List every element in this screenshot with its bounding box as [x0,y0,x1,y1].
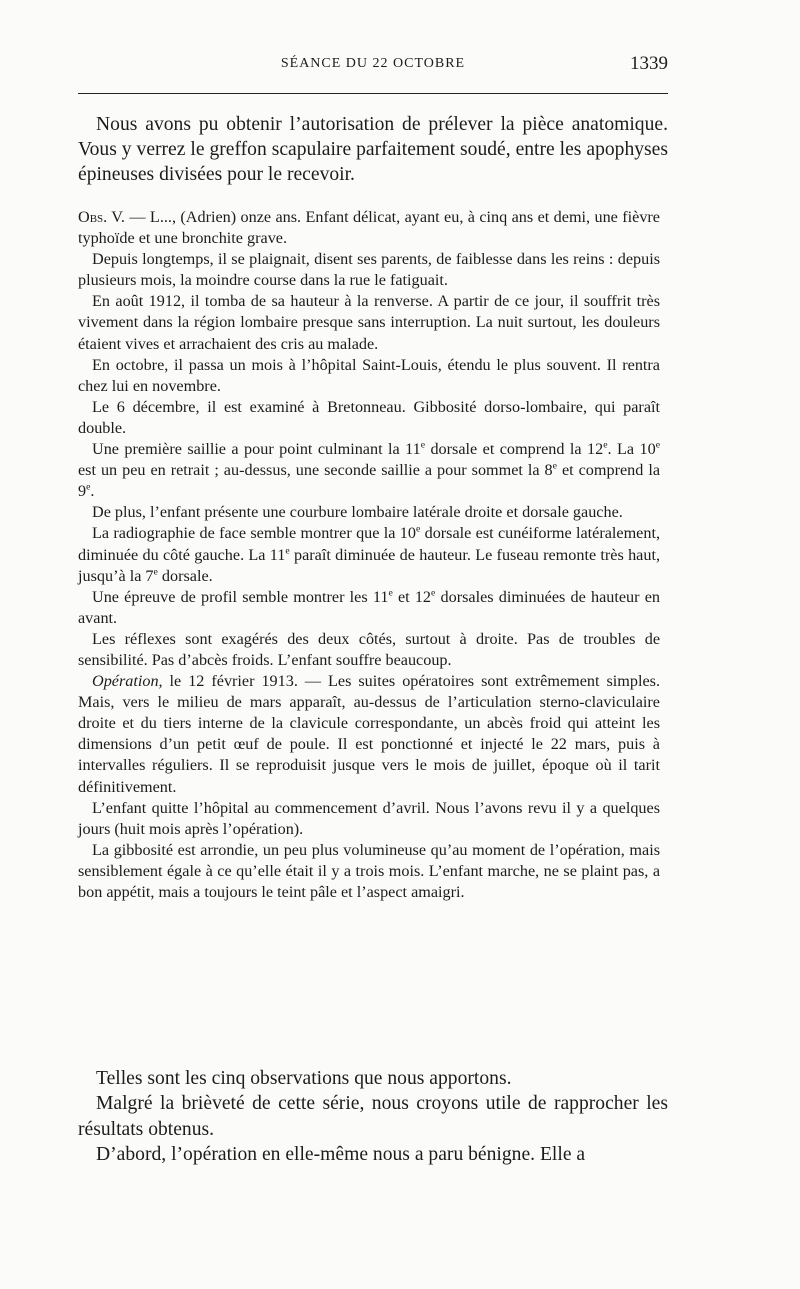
obs-p6-part-b: dorsale et comprend la 12 [425,440,604,459]
conclusion-section [78,1066,668,1168]
obs-p6-part-f: . [90,482,95,501]
obs-paragraph-10: Les réflexes sont exagérés des deux côtés, surtout à droite. Pas de troubles de sensibilité. Pas d’abcès froids. L’enfant souffre beaucoup. [78,629,660,669]
superscript: e [603,439,608,451]
obs-paragraph-11-text: le 12 février 1913. — Les suites opératoires sont extrêmement simples. Mais, vers le milieu de mars apparaît, au-dessus de l’articulation sterno-claviculaire droite et du tiers interne de la clavicule correspondante, un abcès froid qui atteint les dimensions d’un petit œuf de poule. Il est ponctionné et injecté le 22 mars, puis à intervalles réguliers. Il se reproduisit jusque vers le mois de juillet, époque où il tarit définitivement. [78,672,660,796]
obs-p6-part-e: et comprend la 9 [78,461,660,501]
obs-paragraph-5: Le 6 décembre, il est examiné à Bretonneau. Gibbosité dorso-lombaire, qui paraît double. [78,397,660,437]
obs-paragraph-3: En août 1912, il tomba de sa hauteur à la renverse. A partir de ce jour, il souffrit très vivement dans la région lombaire presque sans interruption. La nuit surtout, les douleurs étaient vives et arrachaient des cris au malade. [78,292,660,353]
superscript: e [415,524,421,536]
obs-paragraph-1-text: — L..., (Adrien) onze ans. Enfant délicat, ayant eu, à cinq ans et demi, une fièvre typhoïde et une bronchite grave. [78,208,660,248]
obs-p9-part-c: dorsales diminuées de hauteur en avant. [78,587,660,627]
superscript: e [431,587,436,599]
intro-paragraph: Nous avons pu obtenir l’autorisation de prélever la pièce anatomique. Vous y verrez le greffon scapulaire parfaitement soudé, entre les apophyses épineuses divisées pour le recevoir. [78,114,668,185]
obs-paragraph-13: La gibbosité est arrondie, un peu plus volumineuse qu’au moment de l’opération, mais sensiblement égale à ce qu’elle était il y a trois mois. L’enfant marche, ne se plaint pas, a bon appétit, mais a toujours le teint pâle et l’aspect amaigri. [78,840,660,901]
superscript: e [86,481,91,493]
obs-p6-part-c: . La 10 [607,440,656,459]
obs-p8-part-d: dorsale. [157,566,213,585]
conclusion-paragraph-1: Telles sont les cinq observations que nous apportons. [96,1068,512,1089]
operation-label: Opération, [92,672,163,691]
superscript: e [388,587,393,599]
obs-p6-part-a: Une première saillie a pour point culminant la 11 [92,440,421,459]
header-rule [78,93,668,94]
running-head: SÉANCE DU 22 OCTOBRE [280,56,466,71]
superscript: e [285,545,290,557]
obs-paragraph-7: De plus, l’enfant présente une courbure lombaire latérale droite et dorsale gauche. [92,503,623,522]
conclusion-paragraph-2: Malgré la brièveté de cette série, nous croyons utile de rapprocher les résultats obtenus. [78,1093,668,1140]
conclusion-paragraph-3: D’abord, l’opération en elle-même nous a paru bénigne. Elle a [96,1144,586,1166]
obs-paragraph-8 [78,523,660,586]
obs-p9-part-b: et 12 [392,587,432,606]
obs-label: Obs. V. [78,208,125,226]
obs-paragraph-1 [78,207,660,249]
obs-paragraph-9 [78,587,660,629]
obs-paragraph-11 [78,671,660,798]
obs-p8-part-a: La radiographie de face semble montrer que la 10 [92,524,416,543]
superscript: e [153,566,158,578]
obs-paragraph-2: Depuis longtemps, il se plaignait, disent ses parents, de faiblesse dans les reins : depuis plusieurs mois, la moindre course dans la rue le fatiguait. [78,250,660,290]
page-header [78,53,668,82]
page-number: 1339 [630,53,668,74]
obs-p6-part-d: est un peu en retrait ; au-dessus, une seconde saillie a pour sommet la 8 [78,461,553,480]
obs-p8-part-b: dorsale est cunéiforme latéralement, diminuée du côté gauche. La 11 [78,524,661,564]
obs-paragraph-4: En octobre, il passa un mois à l’hôpital Saint-Louis, étendu le plus souvent. Il rentra chez lui en novembre. [78,355,660,395]
superscript: e [552,460,557,472]
superscript: e [420,439,426,451]
obs-paragraph-12: L’enfant quitte l’hôpital au commencement d’avril. Nous l’avons revu il y a quelques jours (huit mois après l’opération). [78,798,660,838]
observation-section [78,207,660,903]
obs-p9-part-a: Une épreuve de profil semble montrer les 11 [92,587,389,606]
obs-paragraph-6 [78,439,660,502]
obs-p8-part-c: paraît diminuée de hauteur. Le fuseau remonte très haut, jusqu’à la 7 [78,545,660,585]
superscript: e [655,439,661,451]
